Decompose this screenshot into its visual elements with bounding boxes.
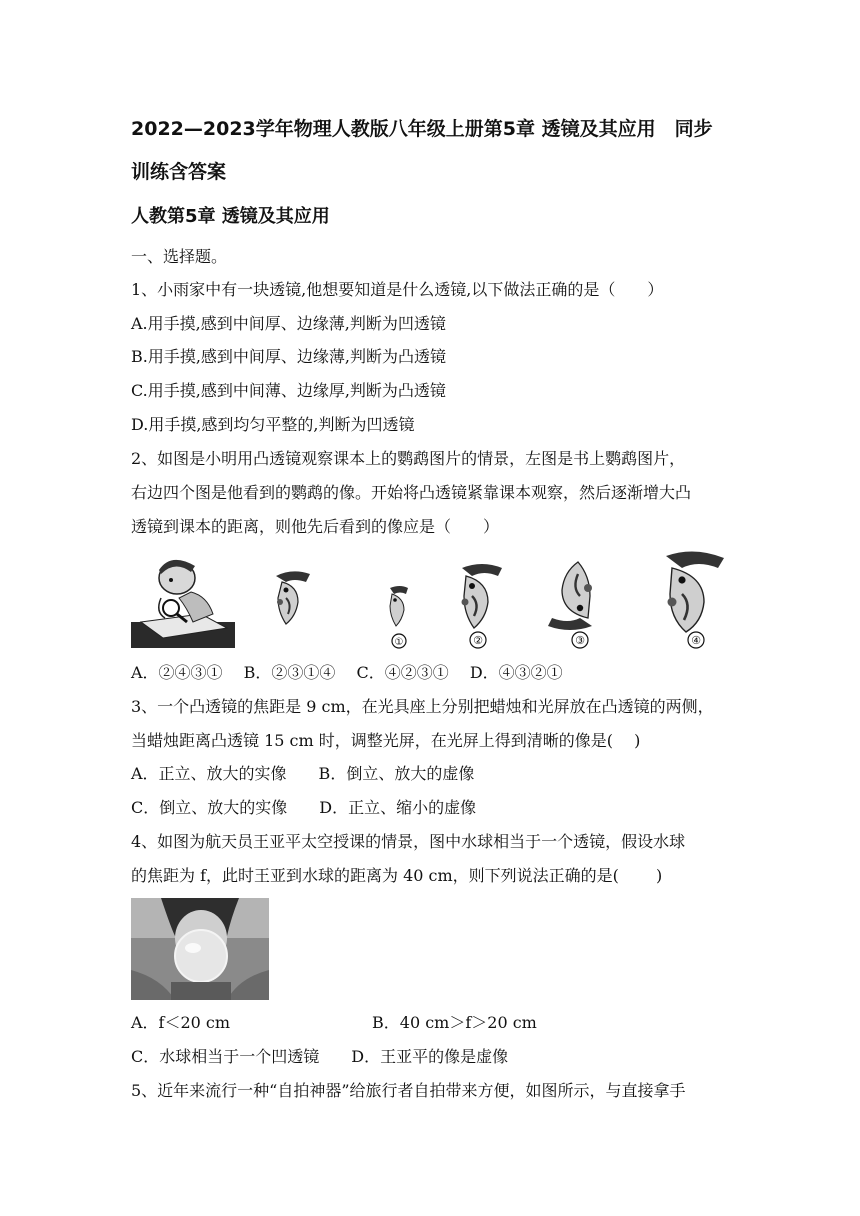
q1-option-b: B.用手摸,感到中间厚、边缘薄,判断为凸透镜 xyxy=(131,347,447,366)
section-heading: 一、选择题。 xyxy=(131,247,228,266)
doc-title-line-2: 训练含答案 xyxy=(131,161,227,183)
figure-label-4: ④ xyxy=(691,634,701,647)
q4-option-a: A．f＜20 cm xyxy=(131,1013,231,1032)
q4-stem-line-1: 4、如图为航天员王亚平太空授课的情景，图中水球相当于一个透镜，假设水球 xyxy=(131,832,686,851)
q5-stem-line-1: 5、近年来流行一种“自拍神器”给旅行者自拍带来方便，如图所示，与直接拿手 xyxy=(131,1081,686,1100)
parrot-image-1-figure xyxy=(382,582,418,650)
q1-option-a: A.用手摸,感到中间厚、边缘薄,判断为凹透镜 xyxy=(131,314,446,333)
q2-options: A．②④③① B．②③①④ C．④②③① D．④③②① xyxy=(131,663,563,682)
q4-options-line-2: C．水球相当于一个凹透镜 D．王亚平的像是虚像 xyxy=(131,1047,509,1066)
q3-stem-line-2: 当蜡烛距离凸透镜 15 cm 时，调整光屏，在光屏上得到清晰的像是( ) xyxy=(131,731,641,750)
parrot-image-3-figure xyxy=(540,554,602,652)
q3-stem-line-1: 3、一个凸透镜的焦距是 9 cm，在光具座上分别把蜡烛和光屏放在凸透镜的两侧， xyxy=(131,697,714,716)
parrot-image-2-figure xyxy=(452,560,508,652)
q2-stem-line-1: 2、如图是小明用凸透镜观察课本上的鹦鹉图片的情景，左图是书上鹦鹉图片， xyxy=(131,449,686,468)
figure-label-3: ③ xyxy=(575,634,585,647)
q2-stem-line-3: 透镜到课本的距离，则他先后看到的像应是（ ） xyxy=(131,517,500,536)
boy-reading-figure xyxy=(131,552,235,648)
q3-options-line-2: C．倒立、放大的实像 D．正立、缩小的虚像 xyxy=(131,798,477,817)
q1-option-d: D.用手摸,感到均匀平整的,判断为凹透镜 xyxy=(131,415,415,434)
figure-label-2: ② xyxy=(473,634,483,647)
parrot-original-figure xyxy=(268,568,318,628)
q1-option-c: C.用手摸,感到中间薄、边缘厚,判断为凸透镜 xyxy=(131,381,446,400)
parrot-image-4-figure xyxy=(656,548,732,652)
q2-stem-line-2: 右边四个图是他看到的鹦鹉的像。开始将凸透镜紧靠课本观察，然后逐渐增大凸 xyxy=(131,483,692,502)
q4-stem-line-2: 的焦距为 f，此时王亚到水球的距离为 40 cm，则下列说法正确的是( ) xyxy=(131,866,663,885)
q3-options-line-1: A．正立、放大的实像 B．倒立、放大的虚像 xyxy=(131,764,475,783)
q4-option-b: B．40 cm＞f＞20 cm xyxy=(372,1013,537,1032)
q1-stem: 1、小雨家中有一块透镜,他想要知道是什么透镜,以下做法正确的是（ ） xyxy=(131,280,664,299)
figure-label-1: ① xyxy=(394,637,404,648)
doc-title-line-1: 2022—2023学年物理人教版八年级上册第5章 透镜及其应用 同步 xyxy=(131,118,713,140)
chapter-heading: 人教第5章 透镜及其应用 xyxy=(131,206,330,227)
astronaut-water-ball-photo xyxy=(131,898,269,1000)
